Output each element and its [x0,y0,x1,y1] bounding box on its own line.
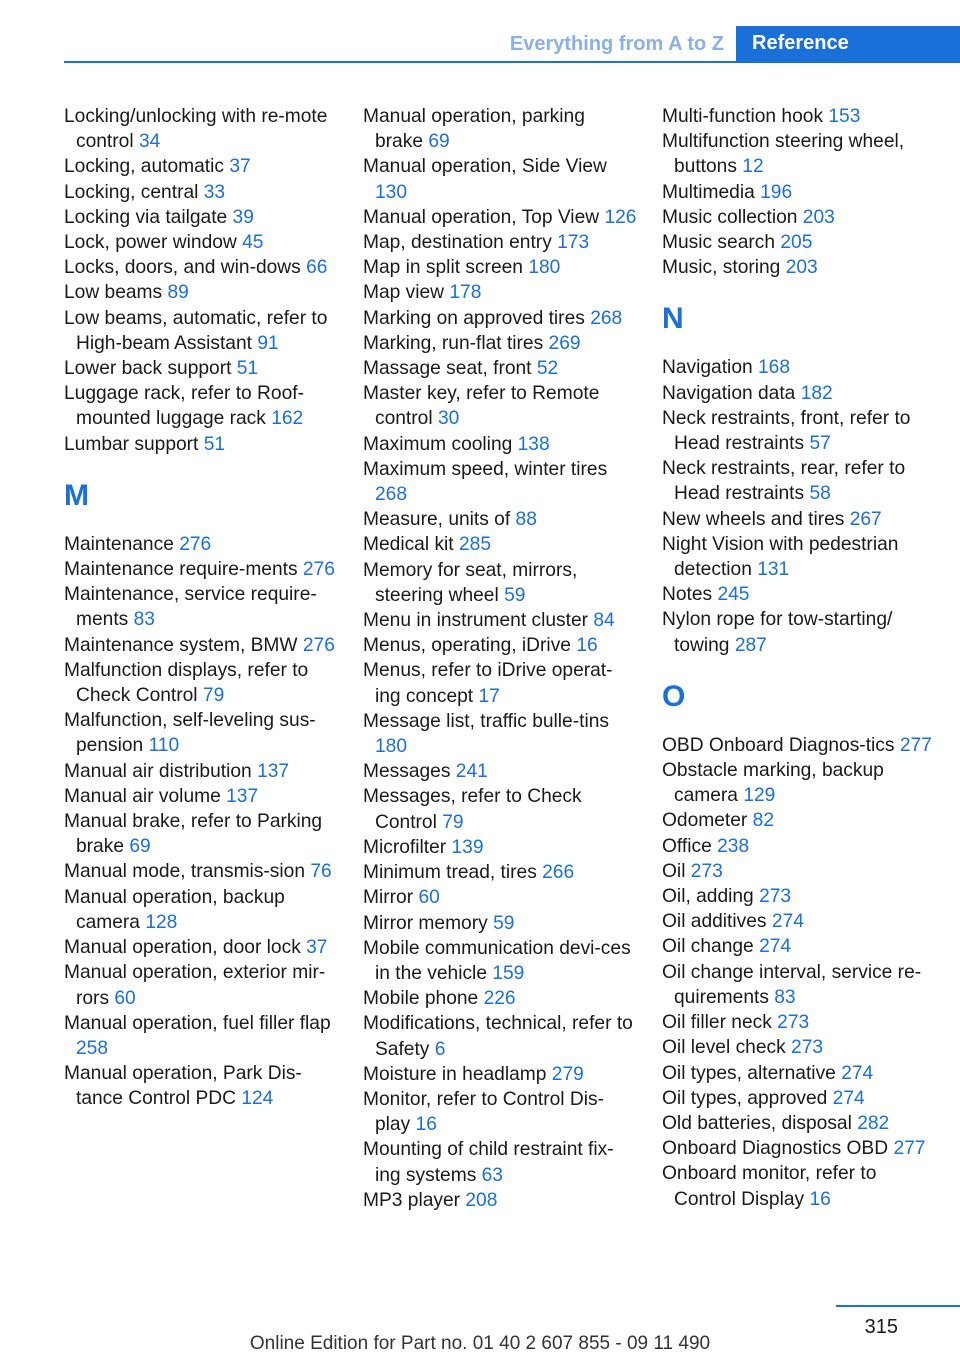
index-entry [64,759,339,784]
index-entry [363,356,638,381]
index-entry-text: Locking, central [64,181,199,203]
index-entry [662,607,937,657]
index-entry-text: Manual operation, exterior mir‐rors [64,962,326,1009]
page-reference-link[interactable]: 33 [203,181,226,203]
index-entry [64,859,339,884]
index-entry-text: Maintenance [64,533,174,555]
page-reference-link[interactable]: 16 [809,1188,831,1210]
index-entry-text: Oil types, alternative [662,1062,836,1084]
index-entry-text: Oil types, approved [662,1087,828,1109]
index-entry-text: Oil change interval, service re‐quirements [662,961,922,1008]
page-reference-link[interactable]: 238 [717,835,750,857]
index-entry [64,432,339,457]
page-reference-link[interactable]: 287 [734,634,767,656]
header-reference-tab[interactable]: Reference [736,26,960,61]
page-reference-link[interactable]: 268 [590,307,623,329]
index-entry [363,633,638,658]
index-entry-text: Massage seat, front [363,358,532,380]
index-entry-text: Music, storing [662,257,781,279]
index-column-2 [363,104,638,1213]
page-reference-link[interactable]: 128 [145,911,178,933]
page-reference-link[interactable]: 88 [515,509,537,531]
index-entry-text: Manual operation, door lock [64,937,301,959]
index-entry-text: Message list, traffic bulle‐tins [363,710,609,732]
index-entry-text: Navigation data [662,382,796,404]
index-entry-text: Marking on approved tires [363,307,585,329]
index-entry [363,784,638,834]
index-entry [363,331,638,356]
page-reference-link[interactable]: 269 [548,332,581,354]
index-entry [662,355,937,380]
page-reference-link[interactable]: 39 [232,206,254,228]
index-entry [662,1010,937,1035]
page-reference-link[interactable]: 266 [542,862,575,884]
index-entry-text: Menu in instrument cluster [363,610,589,632]
index-entry-text: Mobile phone [363,988,479,1010]
index-entry [662,733,937,758]
index-entry-text: Low beams [64,282,163,304]
index-entry [662,406,937,456]
index-entry [363,457,638,507]
page-reference-link[interactable]: 277 [899,734,932,756]
index-entry [662,456,937,506]
index-entry-text: Luggage rack, refer to Roof-mounted luggage rack [64,383,304,430]
page-reference-link[interactable]: 83 [133,609,155,631]
page-reference-link[interactable]: 138 [517,433,550,455]
index-entry-text: Lower back support [64,358,232,380]
index-entry-text: Oil level check [662,1037,786,1059]
index-entry-text: Locks, doors, and win‐dows [64,257,301,279]
index-entry-text: Manual air distribution [64,760,252,782]
index-entry [64,1061,339,1111]
index-entry-text: Malfunction displays, refer to Check Control [64,659,309,707]
page-reference-link[interactable]: 137 [257,760,290,782]
index-entry-text: Locking/unlocking with re‐mote control [64,106,328,153]
page-reference-link[interactable]: 162 [271,408,304,430]
index-entry [64,809,339,859]
index-entry-text: Marking, run-flat tires [363,332,544,354]
index-entry [363,835,638,860]
page-reference-link[interactable]: 279 [551,1063,584,1085]
index-entry-text: Maximum cooling [363,433,513,455]
index-entry-text: Mounting of child restraint fix‐ing systems [363,1139,614,1186]
index-entry [64,104,339,154]
index-entry [662,934,937,959]
index-entry [363,1188,638,1213]
index-entry [662,129,937,179]
index-entry [363,860,638,885]
index-entry [662,255,937,280]
index-entry-text: Oil change [662,936,754,958]
index-entry [64,230,339,255]
index-entry [662,582,937,607]
page-reference-link[interactable]: 226 [483,988,516,1010]
page-reference-link[interactable]: 12 [742,156,764,178]
index-entry-text: Oil [662,860,686,882]
page-reference-link[interactable]: 16 [415,1114,437,1136]
index-entry-text: Lock, power window [64,232,237,254]
page-reference-link[interactable]: 274 [771,911,804,933]
page-reference-link[interactable]: 274 [832,1087,865,1109]
page-reference-link[interactable]: 282 [857,1112,890,1134]
page-reference-link[interactable]: 58 [809,483,831,505]
page-reference-link[interactable]: 276 [179,533,212,555]
index-entry [363,154,638,204]
index-entry-text: Lumbar support [64,433,199,455]
index-entry-text: MP3 player [363,1189,461,1211]
index-entry-text: Locking via tailgate [64,206,228,228]
header-section-title: Everything from A to Z [509,33,724,55]
page-reference-link[interactable]: 241 [455,761,488,783]
index-entry-text: Navigation [662,357,753,379]
page-reference-link[interactable]: 37 [306,937,328,959]
index-letter-heading: N [662,302,684,336]
index-entry [662,1136,937,1161]
index-entry-text: Multifunction steering wheel, buttons [662,131,905,178]
page-reference-link[interactable]: 208 [465,1189,498,1211]
index-entry-text: Obstacle marking, backup camera [662,760,884,807]
page-reference-link[interactable]: 45 [242,232,264,254]
page-reference-link[interactable]: 182 [800,382,833,404]
index-entry-text: Odometer [662,810,748,832]
page-reference-link[interactable]: 274 [759,936,792,958]
index-entry-text: Onboard monitor, refer to Control Display [662,1163,877,1210]
index-entry-text: Multi-function hook [662,106,824,127]
index-entry-text: Manual mode, transmis‐sion [64,861,306,883]
index-entry-text: Map in split screen [363,257,523,279]
page-reference-link[interactable]: 139 [451,836,484,858]
page-reference-link[interactable]: 276 [302,634,335,656]
header-divider [64,61,960,63]
page-reference-link[interactable]: 83 [774,986,796,1008]
index-entry-text: Neck restraints, front, refer to Head restraints [662,407,911,455]
page-reference-link[interactable]: 37 [229,156,251,178]
index-entry-text: Menus, refer to iDrive operat‐ing concept [363,660,613,707]
index-entry-text: Oil, adding [662,886,754,908]
index-entry [64,708,339,758]
index-entry [363,1137,638,1187]
index-entry [363,911,638,936]
index-entry [64,1011,339,1061]
page-number: 315 [864,1316,898,1338]
index-entry [363,936,638,986]
page-reference-link[interactable]: 276 [302,559,335,581]
index-entry [363,432,638,457]
page-reference-link[interactable]: 203 [785,257,818,279]
index-entry [662,909,937,934]
page-reference-link[interactable]: 196 [760,181,793,203]
index-entry-text: Modifications, technical, refer to Safety [363,1013,633,1060]
index-entry-text: Onboard Diagnostics OBD [662,1138,889,1160]
page-reference-link[interactable]: 178 [449,282,482,304]
index-entry-text: Maintenance, service require‐ments [64,584,317,631]
index-entry [363,986,638,1011]
page-reference-link[interactable]: 59 [493,912,515,934]
index-entry [363,205,638,230]
index-entry [662,1111,937,1136]
index-entry-text: Map view [363,282,445,304]
page-reference-link[interactable]: 51 [236,358,259,380]
index-entry [363,608,638,633]
index-entry [64,582,339,632]
index-entry-text: OBD Onboard Diagnos‐tics [662,734,895,756]
index-entry [662,532,937,582]
index-entry [64,633,339,658]
page-reference-link[interactable]: 51 [203,433,226,455]
index-entry-text: Maximum speed, winter tires [363,458,608,480]
index-entry [64,381,339,431]
page-reference-link[interactable]: 69 [129,836,151,858]
index-entry-text: Manual operation, Side View [363,156,607,178]
index-entry [363,381,638,431]
index-entry [64,784,339,809]
page-reference-link[interactable]: 66 [306,257,328,279]
page-reference-link[interactable]: 6 [434,1038,446,1060]
index-entry-text: Moisture in headlamp [363,1063,547,1085]
page-reference-link[interactable]: 76 [310,861,332,883]
index-entry [363,507,638,532]
index-entry-text: Memory for seat, mirrors, steering wheel [363,559,578,606]
index-entry [64,280,339,305]
index-entry-text: Manual air volume [64,785,221,807]
index-entry [662,859,937,884]
index-entry-text: Master key, refer to Remote control [363,383,600,430]
page-reference-link[interactable]: 173 [557,232,590,254]
index-entry-text: Measure, units of [363,509,511,531]
index-entry [363,532,638,557]
index-entry [662,808,937,833]
page-reference-link[interactable]: 274 [841,1062,874,1084]
index-entry [662,180,937,205]
index-entry [662,834,937,859]
page-reference-link[interactable]: 130 [375,181,408,203]
index-entry-text: Monitor, refer to Control Dis‐play [363,1088,604,1136]
page-reference-link[interactable]: 258 [76,1037,109,1059]
page-reference-link[interactable]: 69 [428,131,450,153]
index-entry-text: New wheels and tires [662,508,845,530]
page-reference-link[interactable]: 126 [604,206,637,228]
page-reference-link[interactable]: 63 [481,1164,503,1186]
index-entry-text: Mirror [363,887,414,909]
page-reference-link[interactable]: 34 [138,131,161,153]
index-entry-text: Maintenance require‐ments [64,559,298,581]
index-entry [64,255,339,280]
page-reference-link[interactable]: 285 [458,534,491,556]
page-reference-link[interactable]: 203 [802,206,835,228]
index-entry [662,1035,937,1060]
page-reference-link[interactable]: 124 [241,1088,274,1110]
index-entry [64,180,339,205]
page-reference-link[interactable]: 180 [528,257,561,279]
index-entry-text: Night Vision with pedestrian detection [662,533,899,581]
index-entry [64,658,339,708]
page-reference-link[interactable]: 245 [717,584,750,606]
index-entry [363,658,638,708]
index-entry-text: Medical kit [363,534,454,556]
index-column-3 [662,104,937,1212]
index-entry-text: Neck restraints, rear, refer to Head restraints [662,458,906,505]
page-reference-link[interactable]: 267 [849,508,882,530]
page-reference-link[interactable]: 59 [504,584,526,606]
index-entry-text: Nylon rope for tow-starting/ towing [662,609,893,656]
index-entry [662,507,937,532]
index-entry [662,1061,937,1086]
page-reference-link[interactable]: 16 [576,635,598,657]
index-entry [662,1086,937,1111]
index-entry [363,306,638,331]
index-entry-text: Manual operation, Top View [363,206,600,228]
index-entry [64,205,339,230]
page-reference-link[interactable]: 159 [492,962,525,984]
index-entry [64,532,339,557]
page-reference-link[interactable]: 30 [437,408,460,430]
index-entry-text: Messages [363,761,451,783]
page-reference-link[interactable]: 273 [791,1037,824,1059]
index-entry-text: Mirror memory [363,912,488,934]
index-entry-text: Office [662,835,712,857]
index-entry-text: Low beams, automatic, refer to High-beam Assistant [64,307,328,354]
index-entry [662,230,937,255]
index-entry-text: Messages, refer to Check Control [363,786,582,833]
index-entry [363,104,638,154]
index-entry-text: Music collection [662,206,798,228]
page-reference-link[interactable]: 268 [375,484,408,506]
index-entry-text: Map, destination entry [363,232,552,254]
index-entry [64,960,339,1010]
page-reference-link[interactable]: 273 [690,860,723,882]
index-column-1 [64,104,339,1112]
index-entry [64,557,339,582]
index-letter-heading: M [64,478,89,512]
index-entry-text: Oil additives [662,911,767,933]
index-entry [363,709,638,759]
index-entry [64,356,339,381]
index-entry-text: Maintenance system, BMW [64,634,298,656]
index-letter-heading: O [662,679,686,713]
index-entry [662,205,937,230]
page-reference-link[interactable]: 57 [809,433,831,455]
index-entry-text: Minimum tread, tires [363,862,537,884]
index-entry [662,104,937,129]
page-reference-link[interactable]: 52 [536,358,559,380]
index-entry-text: Microfilter [363,836,447,858]
page-reference-link[interactable]: 60 [114,987,136,1009]
index-entry-text: Manual brake, refer to Parking brake [64,811,323,858]
index-entry-text: Music search [662,232,776,254]
page-reference-link[interactable]: 168 [758,357,791,379]
page-reference-link[interactable]: 60 [418,887,440,909]
index-entry [363,1062,638,1087]
index-entry-text: Multimedia [662,181,755,203]
index-entry [363,1011,638,1061]
index-entry-text: Notes [662,584,713,606]
index-entry-text: Manual operation, fuel filler flap [64,1012,331,1034]
index-entry [363,1087,638,1137]
page-reference-link[interactable]: 79 [442,811,464,833]
page-reference-link[interactable]: 17 [478,685,500,707]
page-reference-link[interactable]: 110 [148,735,180,757]
index-entry-text: Manual operation, backup camera [64,886,285,933]
index-entry [64,154,339,179]
page-reference-link[interactable]: 91 [257,332,279,354]
index-entry-text: Locking, automatic [64,156,224,178]
index-entry-text: Old batteries, disposal [662,1112,852,1134]
index-entry [363,885,638,910]
index-entry [662,758,937,808]
index-entry [64,306,339,356]
page-reference-link[interactable]: 89 [167,282,189,304]
index-entry-text: Oil filler neck [662,1012,772,1034]
page-reference-link[interactable]: 273 [759,886,792,908]
page-reference-link[interactable]: 129 [743,785,776,807]
page-reference-link[interactable]: 131 [757,559,790,581]
index-entry [662,381,937,406]
page-reference-link[interactable]: 277 [893,1138,926,1160]
edition-footer: Online Edition for Part no. 01 40 2 607 855 - 09 11 490 [249,1333,711,1354]
page-reference-link[interactable]: 273 [777,1012,810,1034]
index-entry [662,884,937,909]
footer-divider [836,1305,960,1307]
page-reference-link[interactable]: 137 [226,785,259,807]
page-reference-link[interactable]: 205 [780,232,813,254]
index-entry [662,1161,937,1211]
index-entry-text: Manual operation, Park Dis‐tance Control PDC [64,1063,302,1110]
index-entry [363,759,638,784]
page-reference-link[interactable]: 84 [593,610,615,632]
index-entry-text: Manual operation, parking brake [363,106,585,153]
page-reference-link[interactable]: 180 [375,736,408,758]
page-reference-link[interactable]: 153 [828,106,861,127]
index-entry [662,960,937,1010]
page-reference-link[interactable]: 82 [752,810,775,832]
index-entry [64,935,339,960]
page-reference-link[interactable]: 79 [202,685,225,707]
index-entry [363,280,638,305]
index-entry [64,885,339,935]
index-entry-text: Menus, operating, iDrive [363,635,571,657]
index-entry [363,255,638,280]
index-entry [363,230,638,255]
index-entry-text: Mobile communication devi‐ces in the vehicle [363,937,631,984]
index-entry [363,558,638,608]
index-entry-text: Malfunction, self-leveling sus‐pension [64,710,316,757]
